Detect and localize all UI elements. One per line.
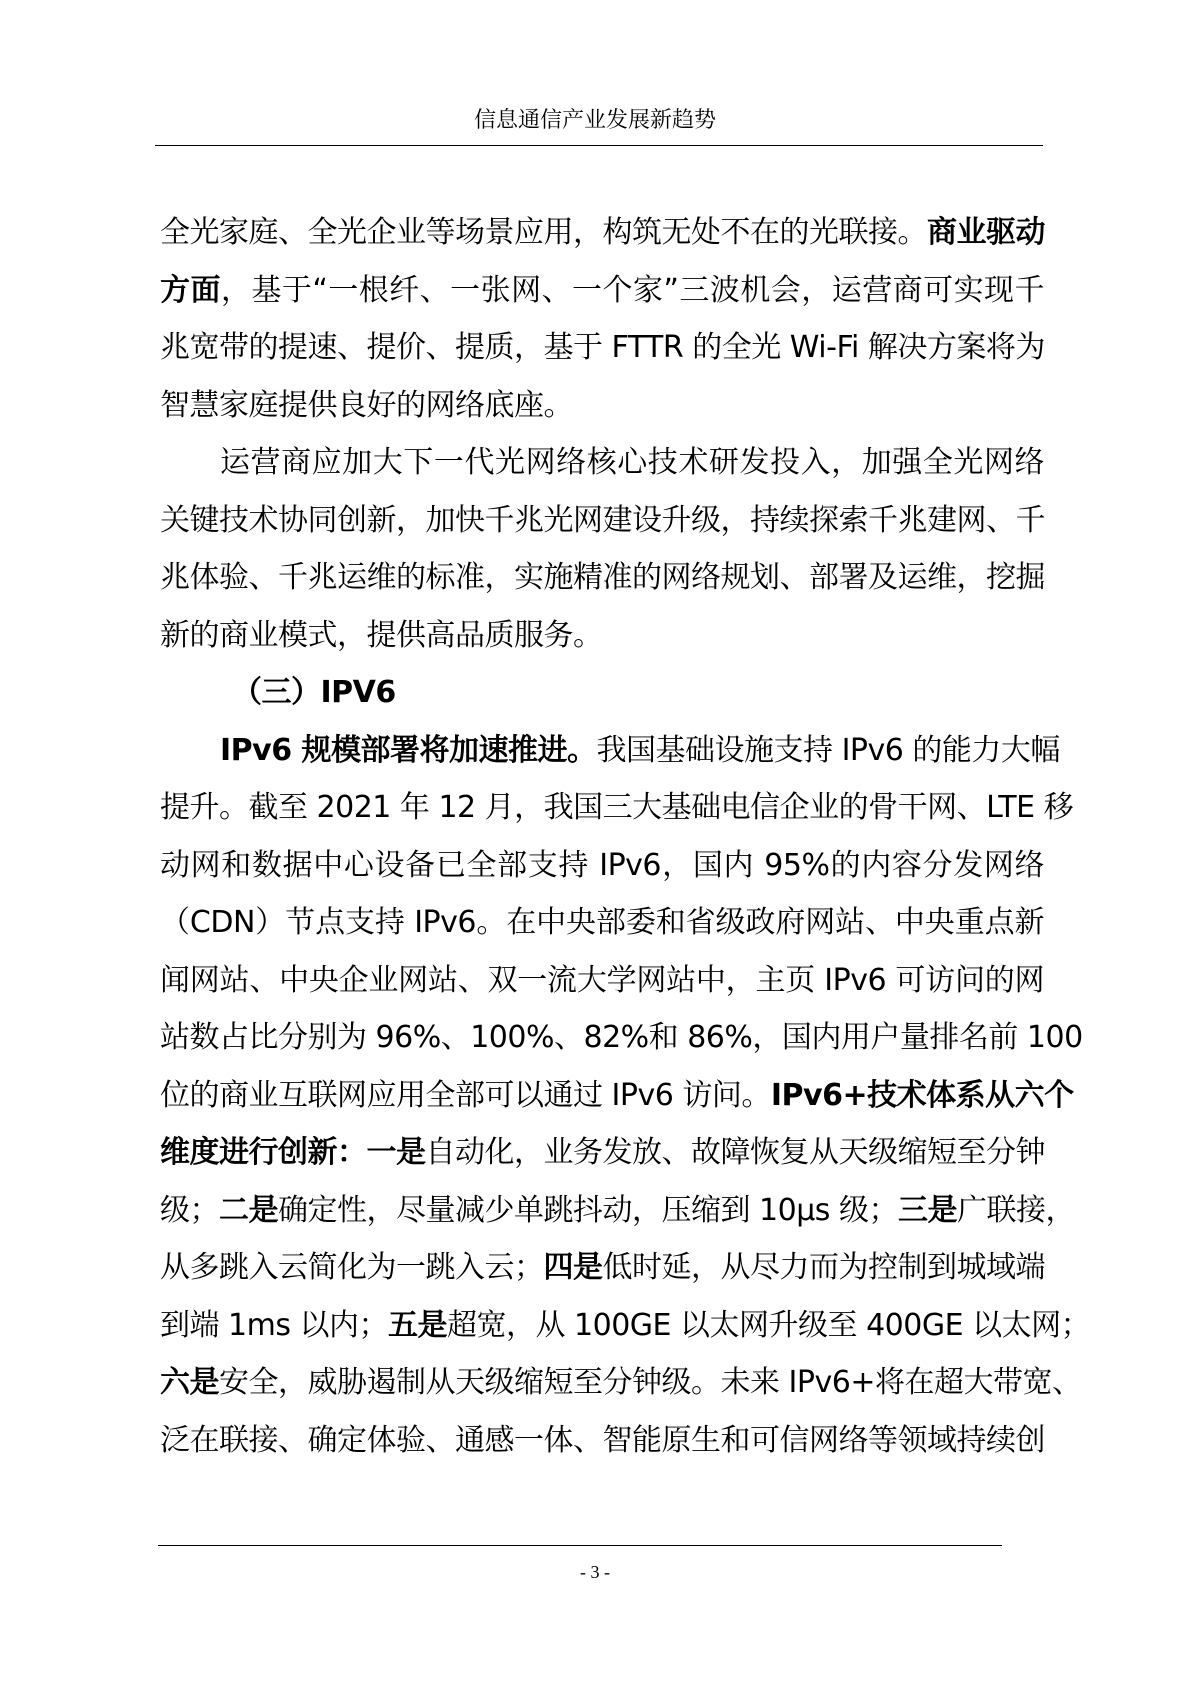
text-line: 闻网站、中央企业网站、双一流大学网站中，主页 IPv6 可访问的网	[160, 962, 1044, 998]
page-number: - 3 -	[580, 1562, 610, 1582]
text-line: 关键技术协同创新，加快千兆光网建设升级，持续探索千兆建网、千	[160, 502, 1045, 538]
text-span: 低时延，从尽力而为控制到城域端	[602, 1250, 1045, 1285]
text-line: 泛在联接、确定体验、通感一体、智能原生和可信网络等领域持续创	[160, 1422, 1045, 1458]
text-line	[160, 204, 1044, 262]
text-line: （CDN）节点支持 IPv6。在中央部委和省级政府网站、中央重点新	[160, 905, 1044, 940]
text-span: 安全，威胁遏制从天级缩短至分钟级。未来 IPv6+将在超大带宽、	[219, 1365, 1082, 1400]
bold-phrase: 方面	[160, 272, 221, 308]
text-span: 确定性，尽量减少单跳抖动，压缩到 10μs 级；	[278, 1192, 898, 1228]
text-span: 级；	[160, 1192, 219, 1228]
bold-phrase: 商业驱动	[927, 215, 1045, 250]
bold-phrase: 四是	[543, 1250, 603, 1285]
text-span: 自动化，业务发放、故障恢复从天级缩短至分钟	[425, 1135, 1045, 1170]
text-line	[160, 262, 1044, 320]
bold-phrase: IPv6+技术体系从六个	[770, 1077, 1074, 1113]
paragraph-first-line	[160, 722, 1060, 780]
text-span: 到端 1ms 以内；	[160, 1307, 389, 1343]
text-span: ，基于“一根纤、一张网、一个家”三波机会，运营商可实现千	[220, 272, 1045, 308]
bold-phrase: 二是	[219, 1192, 278, 1228]
text-line	[160, 1239, 1044, 1297]
text-span: 从多跳入云简化为一跳入云；	[160, 1250, 544, 1285]
text-line: 动网和数据中心设备已全部支持 IPv6，国内 95%的内容分发网络	[160, 847, 1044, 883]
text-line: 新的商业模式，提供高品质服务。	[160, 617, 603, 653]
section-heading: （三）IPV6	[232, 675, 396, 710]
text-line	[160, 1354, 1082, 1412]
running-header-title: 信息通信产业发展新趋势	[473, 108, 716, 133]
text-line: 站数占比分别为 96%、100%、82%和 86%，国内用户量排名前 100	[160, 1020, 1083, 1055]
text-line: 智慧家庭提供良好的网络底座。	[160, 387, 573, 423]
footer-divider	[158, 1545, 1002, 1546]
bold-phrase: 维度进行创新：一是	[160, 1135, 426, 1170]
text-line: 兆宽带的提速、提价、提质，基于 FTTR 的全光 Wi-Fi 解决方案将为	[160, 330, 1045, 365]
text-line	[160, 1182, 1075, 1240]
text-line	[160, 1067, 1074, 1125]
text-span: 广联接，	[956, 1192, 1075, 1228]
paragraph-first-line: 运营商应加大下一代光网络核心技术研发投入，加强全光网络	[220, 445, 1044, 480]
body-text	[160, 204, 1091, 1469]
text-span: 超宽，从 100GE 以太网升级至 400GE 以太网；	[447, 1307, 1091, 1343]
text-line	[160, 1297, 1091, 1355]
bold-phrase: 三是	[897, 1192, 957, 1228]
text-span: 我国基础设施支持 IPv6 的能力大幅	[596, 732, 1060, 768]
bold-phrase: 六是	[160, 1365, 219, 1400]
text-line: 兆体验、千兆运维的标准，实施精准的网络规划、部署及运维，挖掘	[160, 560, 1045, 595]
text-span: 全光家庭、全光企业等场景应用，构筑无处不在的光联接。	[160, 215, 927, 250]
header-divider	[155, 145, 1043, 146]
text-line	[160, 1124, 1044, 1182]
bold-phrase: 五是	[388, 1307, 448, 1343]
text-span: 位的商业互联网应用全部可以通过 IPv6 访问。	[160, 1077, 771, 1113]
bold-phrase: IPv6 规模部署将加速推进。	[220, 732, 597, 768]
text-line: 提升。截至 2021 年 12 月，我国三大基础电信企业的骨干网、LTE 移	[160, 790, 1074, 825]
